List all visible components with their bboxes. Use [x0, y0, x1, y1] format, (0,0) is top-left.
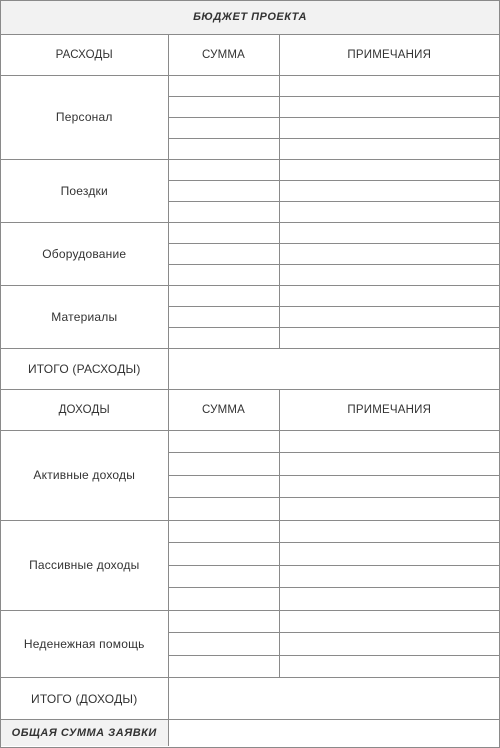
amount-field[interactable]	[168, 96, 279, 117]
amount-field[interactable]	[168, 180, 279, 201]
notes-field[interactable]	[279, 327, 499, 348]
expenses-total-label: ИТОГО (РАСХОДЫ)	[1, 348, 168, 389]
expenses-category-label: Оборудование	[1, 222, 168, 285]
notes-field[interactable]	[279, 453, 499, 476]
amount-field[interactable]	[168, 430, 279, 453]
notes-field[interactable]	[279, 565, 499, 588]
expenses-entry-row	[1, 159, 499, 180]
amount-field[interactable]	[168, 285, 279, 306]
amount-field[interactable]	[168, 475, 279, 498]
notes-field[interactable]	[279, 475, 499, 498]
income-notes-header: ПРИМЕЧАНИЯ	[279, 389, 499, 430]
amount-field[interactable]	[168, 543, 279, 566]
notes-field[interactable]	[279, 264, 499, 285]
income-total-field[interactable]	[168, 678, 499, 720]
amount-field[interactable]	[168, 588, 279, 611]
notes-field[interactable]	[279, 159, 499, 180]
amount-field[interactable]	[168, 453, 279, 476]
expenses-category-label: Персонал	[1, 75, 168, 159]
notes-field[interactable]	[279, 610, 499, 633]
amount-field[interactable]	[168, 565, 279, 588]
expenses-category-label: Материалы	[1, 285, 168, 348]
expenses-entry-row	[1, 285, 499, 306]
amount-field[interactable]	[168, 610, 279, 633]
expenses-category-label: Поездки	[1, 159, 168, 222]
notes-field[interactable]	[279, 96, 499, 117]
amount-field[interactable]	[168, 75, 279, 96]
notes-field[interactable]	[279, 75, 499, 96]
notes-field[interactable]	[279, 430, 499, 453]
notes-field[interactable]	[279, 243, 499, 264]
amount-field[interactable]	[168, 117, 279, 138]
grand-total-field[interactable]	[168, 720, 499, 746]
amount-field[interactable]	[168, 264, 279, 285]
income-category-header: ДОХОДЫ	[1, 389, 168, 430]
amount-field[interactable]	[168, 138, 279, 159]
expenses-entry-row	[1, 75, 499, 96]
income-category-label: Неденежная помощь	[1, 610, 168, 678]
notes-field[interactable]	[279, 520, 499, 543]
income-total-label: ИТОГО (ДОХОДЫ)	[1, 678, 168, 720]
notes-field[interactable]	[279, 633, 499, 656]
expenses-total-row	[1, 348, 499, 389]
notes-field[interactable]	[279, 138, 499, 159]
expenses-entry-row	[1, 222, 499, 243]
income-total-row	[1, 678, 499, 720]
notes-field[interactable]	[279, 655, 499, 678]
page-title: БЮДЖЕТ ПРОЕКТА	[1, 1, 499, 34]
notes-field[interactable]	[279, 306, 499, 327]
amount-field[interactable]	[168, 243, 279, 264]
amount-field[interactable]	[168, 222, 279, 243]
grand-total-label: ОБЩАЯ СУММА ЗАЯВКИ	[1, 720, 168, 746]
amount-field[interactable]	[168, 327, 279, 348]
notes-field[interactable]	[279, 201, 499, 222]
expenses-header-row	[1, 34, 499, 75]
income-category-label: Пассивные доходы	[1, 520, 168, 610]
amount-field[interactable]	[168, 306, 279, 327]
expenses-amount-header: СУММА	[168, 34, 279, 75]
expenses-total-field[interactable]	[168, 348, 499, 389]
grand-total-row	[1, 720, 499, 746]
notes-field[interactable]	[279, 180, 499, 201]
amount-field[interactable]	[168, 159, 279, 180]
income-entry-row	[1, 430, 499, 453]
amount-field[interactable]	[168, 520, 279, 543]
amount-field[interactable]	[168, 201, 279, 222]
amount-field[interactable]	[168, 633, 279, 656]
income-amount-header: СУММА	[168, 389, 279, 430]
title-row	[1, 1, 499, 34]
amount-field[interactable]	[168, 498, 279, 521]
notes-field[interactable]	[279, 285, 499, 306]
income-category-label: Активные доходы	[1, 430, 168, 520]
income-entry-row	[1, 520, 499, 543]
expenses-category-header: РАСХОДЫ	[1, 34, 168, 75]
notes-field[interactable]	[279, 543, 499, 566]
income-entry-row	[1, 610, 499, 633]
notes-field[interactable]	[279, 222, 499, 243]
amount-field[interactable]	[168, 655, 279, 678]
income-header-row	[1, 389, 499, 430]
budget-table	[1, 1, 499, 746]
notes-field[interactable]	[279, 117, 499, 138]
notes-field[interactable]	[279, 498, 499, 521]
expenses-notes-header: ПРИМЕЧАНИЯ	[279, 34, 499, 75]
notes-field[interactable]	[279, 588, 499, 611]
